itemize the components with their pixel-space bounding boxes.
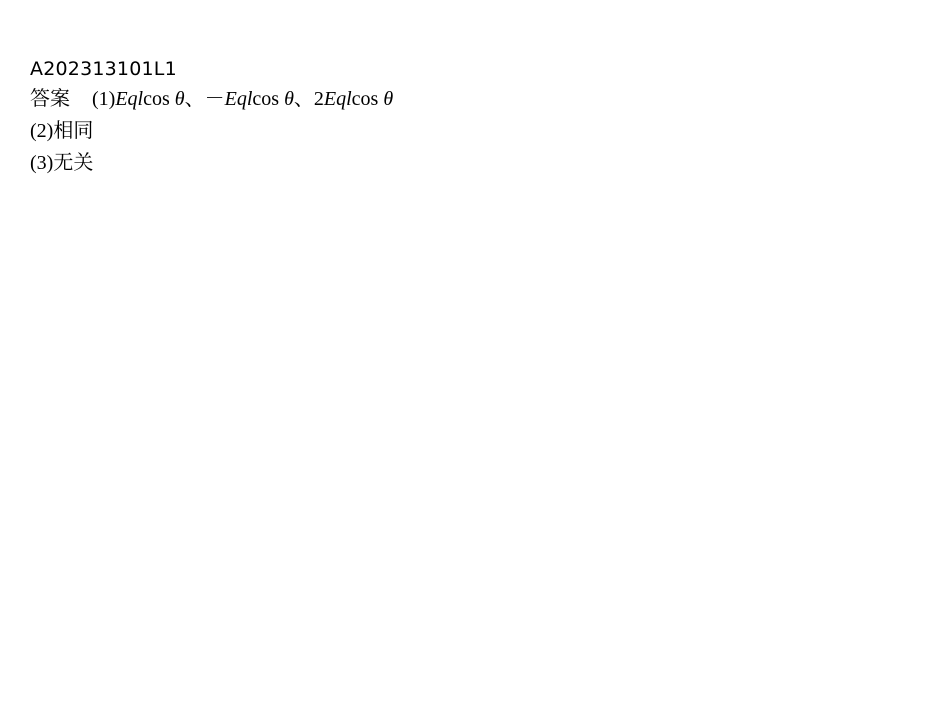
term2-minus-sign: － — [204, 88, 225, 110]
term3-cos: cos — [351, 88, 384, 110]
part3-number: (3) — [30, 152, 54, 174]
part1-number: (1) — [92, 88, 116, 110]
question-code: A202313101L1 — [30, 58, 177, 80]
term1-ql: ql — [127, 88, 144, 110]
term3-ql: ql — [336, 88, 352, 110]
part2-number: (2) — [30, 120, 54, 142]
separator-1: 、 — [184, 88, 205, 110]
term2-E: E — [224, 88, 237, 110]
answer-label: 答案 — [30, 88, 70, 110]
term3-E: E — [323, 88, 337, 110]
term1-E: E — [115, 88, 128, 110]
answer-line-2 — [30, 115, 910, 147]
term2-ql: ql — [236, 88, 253, 110]
part2-text: 相同 — [53, 120, 94, 142]
term1-cos: cos — [143, 88, 175, 110]
term2-theta: θ — [284, 88, 294, 110]
term1-theta: θ — [174, 88, 185, 110]
answer-line-3 — [30, 147, 910, 179]
separator-2: 、 — [293, 88, 314, 110]
document-page — [30, 55, 910, 179]
term3-theta: θ — [383, 88, 394, 110]
term2-cos: cos — [252, 88, 285, 110]
term3-coefficient: 2 — [313, 88, 324, 110]
answer-line-1 — [30, 83, 910, 115]
part3-text: 无关 — [53, 152, 94, 174]
